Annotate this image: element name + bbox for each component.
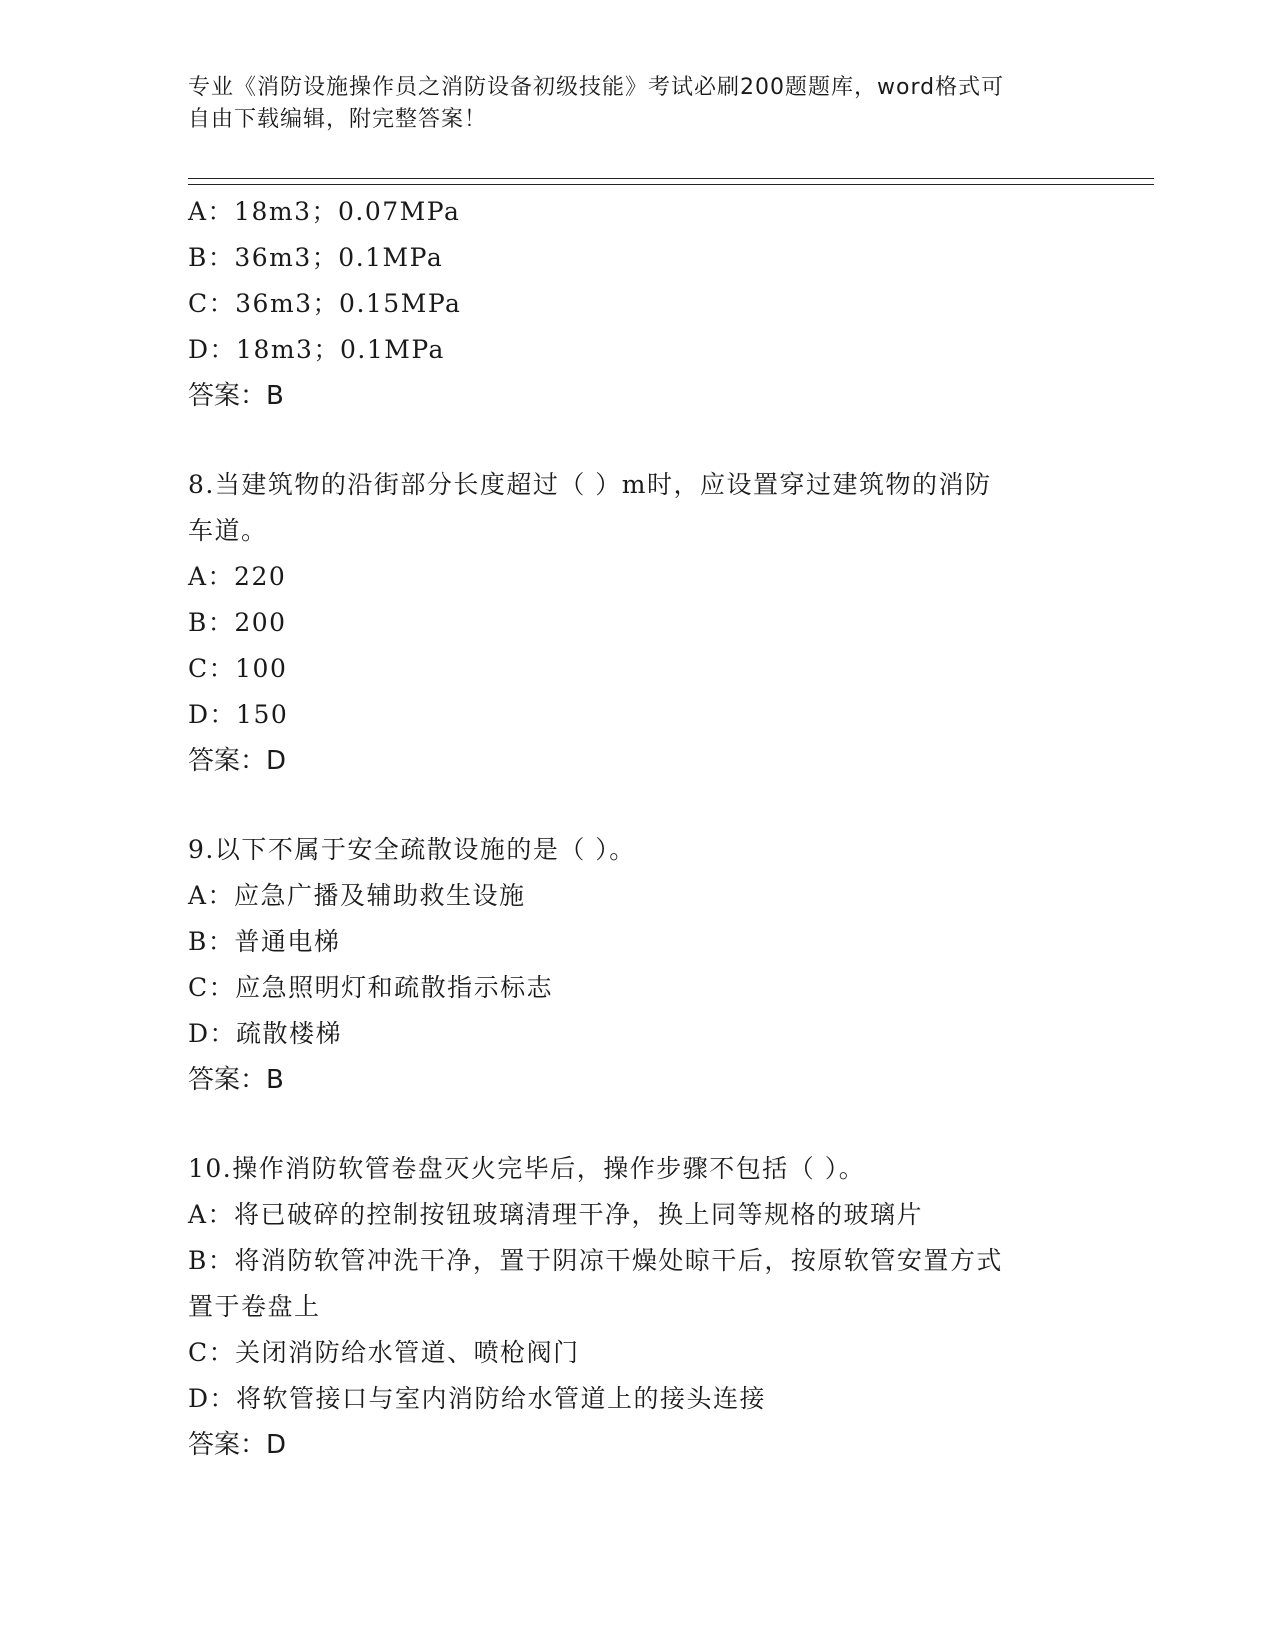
option-d: D：疏散楼梯 <box>188 1019 343 1048</box>
question-text-line-1: 8.当建筑物的沿街部分长度超过（ ）m时，应设置穿过建筑物的消防 <box>188 470 992 499</box>
option-b-line-1: B：将消防软管冲洗干净，置于阴凉干燥处晾干后，按原软管安置方式 <box>188 1246 1003 1275</box>
answer: 答案：B <box>188 381 284 411</box>
answer: 答案：D <box>188 1430 287 1460</box>
option-c: C：100 <box>188 654 288 683</box>
question-text-line-2: 车道。 <box>188 516 268 545</box>
option-b-line-2: 置于卷盘上 <box>188 1292 321 1321</box>
question-text: 9.以下不属于安全疏散设施的是（ ）。 <box>188 835 636 864</box>
option-a: A：应急广播及辅助救生设施 <box>188 881 526 910</box>
question-9 <box>188 827 1088 1103</box>
option-b: B：200 <box>188 608 287 637</box>
option-a: A：将已破碎的控制按钮玻璃清理干净，换上同等规格的玻璃片 <box>188 1200 924 1229</box>
question-10 <box>188 1146 1088 1468</box>
header-divider <box>188 178 1154 185</box>
option-c: C：36m3；0.15MPa <box>188 289 462 318</box>
document-header <box>188 72 1068 136</box>
option-b: B：36m3；0.1MPa <box>188 243 444 272</box>
option-a: A：18m3；0.07MPa <box>188 197 461 226</box>
option-a: A：220 <box>188 562 287 591</box>
answer: 答案：B <box>188 1065 284 1095</box>
option-d: D：将软管接口与室内消防给水管道上的接头连接 <box>188 1384 767 1413</box>
answer: 答案：D <box>188 746 287 776</box>
header-line-1: 专业《消防设施操作员之消防设备初级技能》考试必刷200题题库，word格式可 <box>188 75 1005 100</box>
header-line-2: 自由下载编辑，附完整答案！ <box>188 107 488 132</box>
option-c: C：应急照明灯和疏散指示标志 <box>188 973 554 1002</box>
option-c: C：关闭消防给水管道、喷枪阀门 <box>188 1338 580 1367</box>
question-7 <box>188 189 1088 419</box>
question-8 <box>188 462 1088 784</box>
option-d: D：150 <box>188 700 289 729</box>
option-b: B：普通电梯 <box>188 927 341 956</box>
question-list <box>188 189 1088 1468</box>
option-d: D：18m3；0.1MPa <box>188 335 445 364</box>
question-text: 10.操作消防软管卷盘灭火完毕后，操作步骤不包括（ ）。 <box>188 1154 866 1183</box>
